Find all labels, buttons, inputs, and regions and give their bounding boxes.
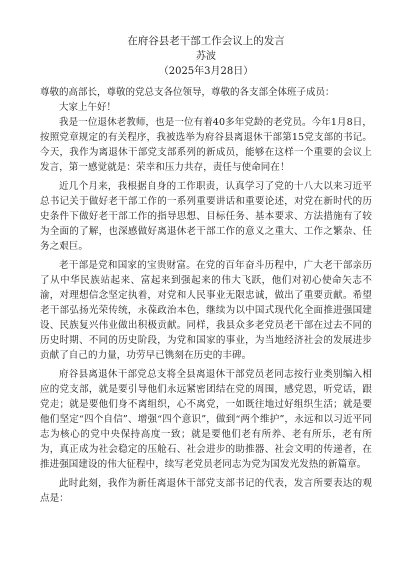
document-author: 苏波 <box>196 51 216 62</box>
paragraph: 此时此刻，我作为新任离退休干部党支部书记的代表，发言所要表达的观点是： <box>40 478 372 504</box>
body-text <box>40 115 372 506</box>
paragraph: 近几个月来，我根据自身的工作职责，认真学习了党的十八大以来习近平总书记关于做好老干部工作的一系列重要讲话和重要论述，对党在新时代的历史条件下做好老干部工作的指导思想、目标任务、基本要求、方法措施有了较为全面的了解，也深感做好离退休老干部工作的意义之重大、工作之繁杂、任务之艰巨。 <box>40 181 372 252</box>
paragraph: 府谷县离退休干部党总支将全县离退休干部党员老同志按行业类别编入相应的党支部，就是要引导他们永远紧密团结在党的周围，感党恩，听党话，跟党走；就是要他们身不离组织，心不离党，一如既往地过好组织生活；就是要他们坚定“四个自信”、增强“四个意识”，做到“两个维护”，永远和以习近平同志为核心的党中央保持高度一致；就是要他们老有所养、老有所乐，老有所为，真正成为社会稳定的压舱石、社会进步的助推器、社会文明的传递者，在推进强国建设的伟大征程中，续写老党员老同志为党为国发光发热的新篇章。 <box>40 369 372 470</box>
document-title: 在府谷县老干部工作会议上的发言 <box>127 35 285 47</box>
paragraph: 老干部是党和国家的宝贵财富。在党的百年奋斗历程中，广大老干部亲历了从中华民族站起来、富起来到强起来的伟大飞跃，他们对初心使命矢志不渝，对理想信念坚定执着，对党和人民事业无限忠诚，做出了重要贡献。希望老干部弘扬光荣传统，永葆政治本色，继续为以中国式现代化全面推进强国建设、民族复兴伟业做出积极贡献。同样，我县众多老党员老干部在过去不同的历史时期、不同的历史阶段，为党和国家的事业，为当地经济社会的发展进步贡献了自己的力量，功劳早已镌刻在历史的丰碑。 <box>40 260 372 361</box>
document-header <box>40 34 372 79</box>
document-date: （2025年3月28日） <box>158 66 254 77</box>
salutation: 尊敬的高部长，尊敬的党总支各位领导，尊敬的各支部全体班子成员： <box>40 87 335 98</box>
paragraph: 我是一位退休老教师，也是一位有着40多年党龄的老党员。今年1月8日，按照党章规定的有关程序，我被选举为府谷县离退休干部第15党支部的书记。今天，我作为离退休干部党支部系列的新成员，能够在这样一个重要的会议上发言，第一感觉就是：荣幸和压力共存，责任与使命同在！ <box>40 117 372 173</box>
greeting: 大家上午好！ <box>59 102 117 113</box>
